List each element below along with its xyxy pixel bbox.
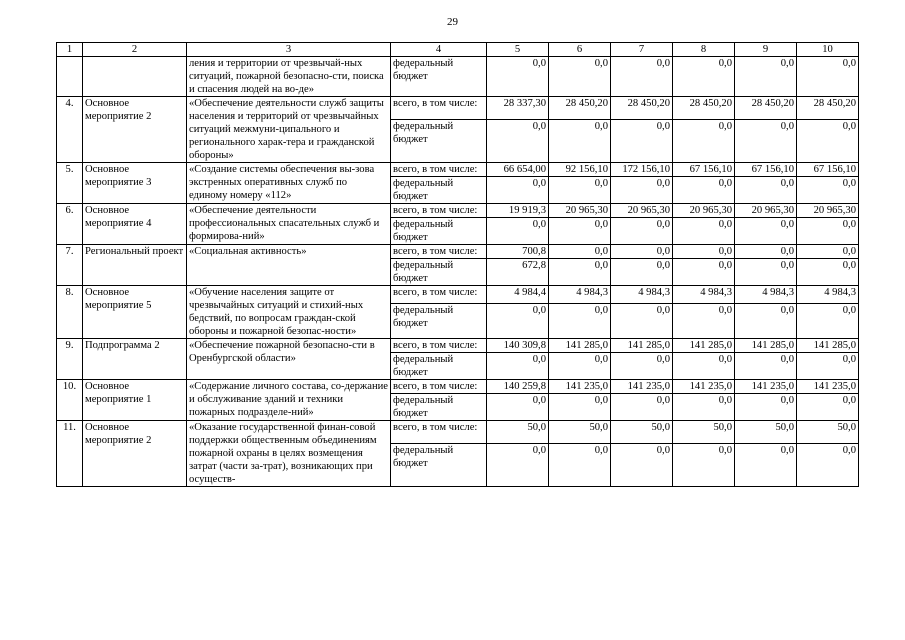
amount-cell: 66 654,00 (487, 163, 549, 177)
column-header: 4 (391, 43, 487, 57)
column-header: 7 (611, 43, 673, 57)
amount-cell: 4 984,3 (797, 286, 859, 304)
amount-cell: 0,0 (797, 119, 859, 162)
funding-source: федеральный бюджет (391, 218, 487, 245)
amount-cell: 50,0 (735, 421, 797, 444)
amount-cell: 20 965,30 (673, 204, 735, 218)
amount-cell: 0,0 (487, 394, 549, 421)
amount-cell: 0,0 (673, 394, 735, 421)
funding-source: всего, в том числе: (391, 421, 487, 444)
amount-cell: 0,0 (797, 353, 859, 380)
funding-source: всего, в том числе: (391, 97, 487, 120)
amount-cell: 0,0 (611, 304, 673, 339)
amount-cell: 0,0 (797, 259, 859, 286)
amount-cell: 0,0 (549, 443, 611, 486)
activity-type: Основное мероприятие 1 (83, 380, 187, 421)
amount-cell: 0,0 (673, 443, 735, 486)
amount-cell: 141 235,0 (549, 380, 611, 394)
funding-source: федеральный бюджет (391, 119, 487, 162)
amount-cell: 28 450,20 (673, 97, 735, 120)
funding-source: всего, в том числе: (391, 339, 487, 353)
amount-cell: 0,0 (611, 394, 673, 421)
amount-cell: 0,0 (797, 177, 859, 204)
activity-type: Основное мероприятие 3 (83, 163, 187, 204)
budget-table (56, 42, 859, 487)
activity-description: «Содержание личного состава, со-держание и обслуживание зданий и техники пожарных подразделе-ний» (187, 380, 391, 421)
amount-cell: 50,0 (611, 421, 673, 444)
amount-cell: 141 235,0 (673, 380, 735, 394)
amount-cell: 0,0 (735, 177, 797, 204)
amount-cell: 141 235,0 (611, 380, 673, 394)
amount-cell: 0,0 (673, 304, 735, 339)
amount-cell: 141 285,0 (549, 339, 611, 353)
amount-cell: 0,0 (487, 177, 549, 204)
funding-source: всего, в том числе: (391, 163, 487, 177)
amount-cell: 50,0 (549, 421, 611, 444)
amount-cell: 67 156,10 (673, 163, 735, 177)
table-row (57, 421, 859, 444)
amount-cell: 67 156,10 (797, 163, 859, 177)
amount-cell: 0,0 (797, 57, 859, 97)
amount-cell: 4 984,4 (487, 286, 549, 304)
activity-type: Основное мероприятие 2 (83, 97, 187, 163)
funding-source: всего, в том числе: (391, 380, 487, 394)
funding-source: федеральный бюджет (391, 57, 487, 97)
amount-cell: 0,0 (487, 57, 549, 97)
column-header: 5 (487, 43, 549, 57)
activity-description: «Обеспечение пожарной безопасно-сти в Оренбургской области» (187, 339, 391, 380)
table-row (57, 339, 859, 353)
funding-source: федеральный бюджет (391, 443, 487, 486)
amount-cell: 0,0 (611, 218, 673, 245)
table-body (57, 57, 859, 487)
amount-cell: 0,0 (611, 443, 673, 486)
amount-cell: 141 235,0 (797, 380, 859, 394)
amount-cell: 20 965,30 (611, 204, 673, 218)
activity-description: «Оказание государственной финан-совой поддержки общественным объединениям пожарной охраны в целях возмещения затрат (части за-трат), возникающих при осуществ- (187, 421, 391, 487)
amount-cell: 0,0 (611, 177, 673, 204)
amount-cell: 0,0 (797, 394, 859, 421)
activity-type: Основное мероприятие 2 (83, 421, 187, 487)
amount-cell: 20 965,30 (549, 204, 611, 218)
row-number: 5. (57, 163, 83, 204)
row-number: 11. (57, 421, 83, 487)
amount-cell: 0,0 (611, 245, 673, 259)
amount-cell: 28 450,20 (611, 97, 673, 120)
row-number: 10. (57, 380, 83, 421)
column-header: 3 (187, 43, 391, 57)
amount-cell: 0,0 (611, 119, 673, 162)
amount-cell: 4 984,3 (673, 286, 735, 304)
column-header: 8 (673, 43, 735, 57)
amount-cell: 0,0 (611, 259, 673, 286)
funding-source: федеральный бюджет (391, 394, 487, 421)
amount-cell: 0,0 (797, 218, 859, 245)
amount-cell: 0,0 (487, 218, 549, 245)
amount-cell: 141 285,0 (797, 339, 859, 353)
amount-cell: 0,0 (611, 353, 673, 380)
table-row (57, 380, 859, 394)
amount-cell: 0,0 (549, 304, 611, 339)
amount-cell: 28 337,30 (487, 97, 549, 120)
amount-cell: 0,0 (797, 443, 859, 486)
amount-cell: 4 984,3 (549, 286, 611, 304)
activity-type: Основное мероприятие 5 (83, 286, 187, 339)
amount-cell: 140 309,8 (487, 339, 549, 353)
table-row (57, 163, 859, 177)
row-number: 7. (57, 245, 83, 286)
amount-cell: 0,0 (487, 304, 549, 339)
amount-cell: 0,0 (735, 394, 797, 421)
amount-cell: 0,0 (673, 119, 735, 162)
amount-cell: 4 984,3 (735, 286, 797, 304)
table-row (57, 204, 859, 218)
activity-description: «Социальная активность» (187, 245, 391, 286)
amount-cell: 0,0 (797, 245, 859, 259)
funding-source: федеральный бюджет (391, 304, 487, 339)
amount-cell: 0,0 (673, 245, 735, 259)
header-row (57, 43, 859, 57)
amount-cell: 0,0 (487, 119, 549, 162)
amount-cell: 20 965,30 (797, 204, 859, 218)
amount-cell: 4 984,3 (611, 286, 673, 304)
amount-cell: 0,0 (549, 245, 611, 259)
amount-cell: 0,0 (735, 259, 797, 286)
activity-description: «Обучение населения защите от чрезвычайных ситуаций и стихий-ных бедствий, по вопросам граждан-ской обороны и пожарной безопас-ности» (187, 286, 391, 339)
amount-cell: 50,0 (487, 421, 549, 444)
amount-cell: 0,0 (487, 353, 549, 380)
amount-cell: 0,0 (549, 259, 611, 286)
row-number: 9. (57, 339, 83, 380)
amount-cell: 0,0 (673, 57, 735, 97)
amount-cell: 140 259,8 (487, 380, 549, 394)
amount-cell: 0,0 (673, 259, 735, 286)
amount-cell: 92 156,10 (549, 163, 611, 177)
table-row (57, 245, 859, 259)
amount-cell: 0,0 (735, 57, 797, 97)
amount-cell: 0,0 (611, 57, 673, 97)
row-number: 6. (57, 204, 83, 245)
amount-cell: 0,0 (735, 304, 797, 339)
amount-cell: 0,0 (797, 304, 859, 339)
activity-type (83, 57, 187, 97)
amount-cell: 20 965,30 (735, 204, 797, 218)
amount-cell: 0,0 (735, 245, 797, 259)
table-row (57, 286, 859, 304)
amount-cell: 141 285,0 (673, 339, 735, 353)
funding-source: федеральный бюджет (391, 259, 487, 286)
row-number (57, 57, 83, 97)
amount-cell: 0,0 (549, 394, 611, 421)
activity-description: «Обеспечение деятельности служб защиты населения и территорий от чрезвычайных ситуаций межмуни-ципального и регионального харак-тера и гражданской обороны» (187, 97, 391, 163)
amount-cell: 28 450,20 (735, 97, 797, 120)
funding-source: федеральный бюджет (391, 177, 487, 204)
amount-cell: 0,0 (673, 177, 735, 204)
amount-cell: 0,0 (549, 57, 611, 97)
amount-cell: 0,0 (549, 177, 611, 204)
table-row (57, 57, 859, 97)
amount-cell: 0,0 (487, 443, 549, 486)
amount-cell: 19 919,3 (487, 204, 549, 218)
amount-cell: 0,0 (735, 119, 797, 162)
activity-type: Региональный проект (83, 245, 187, 286)
activity-description: ления и территории от чрезвычай-ных ситуаций, пожарной безопасно-сти, поиска и спасения людей на во-де» (187, 57, 391, 97)
amount-cell: 0,0 (673, 218, 735, 245)
activity-description: «Обеспечение деятельности профессиональных спасательных служб и формирова-ний» (187, 204, 391, 245)
row-number: 8. (57, 286, 83, 339)
amount-cell: 0,0 (735, 218, 797, 245)
amount-cell: 67 156,10 (735, 163, 797, 177)
amount-cell: 141 285,0 (735, 339, 797, 353)
amount-cell: 50,0 (673, 421, 735, 444)
amount-cell: 0,0 (735, 353, 797, 380)
amount-cell: 28 450,20 (797, 97, 859, 120)
amount-cell: 700,8 (487, 245, 549, 259)
funding-source: всего, в том числе: (391, 286, 487, 304)
amount-cell: 28 450,20 (549, 97, 611, 120)
amount-cell: 0,0 (673, 353, 735, 380)
column-header: 10 (797, 43, 859, 57)
column-header: 9 (735, 43, 797, 57)
page-number: 29 (447, 16, 458, 28)
activity-description: «Создание системы обеспечения вы-зова экстренных оперативных служб по единому номеру «112» (187, 163, 391, 204)
amount-cell: 0,0 (549, 353, 611, 380)
funding-source: всего, в том числе: (391, 245, 487, 259)
amount-cell: 0,0 (735, 443, 797, 486)
column-header: 6 (549, 43, 611, 57)
table-row (57, 97, 859, 120)
activity-type: Подпрограмма 2 (83, 339, 187, 380)
amount-cell: 172 156,10 (611, 163, 673, 177)
funding-source: всего, в том числе: (391, 204, 487, 218)
amount-cell: 141 235,0 (735, 380, 797, 394)
amount-cell: 672,8 (487, 259, 549, 286)
row-number: 4. (57, 97, 83, 163)
activity-type: Основное мероприятие 4 (83, 204, 187, 245)
amount-cell: 0,0 (549, 218, 611, 245)
column-header: 2 (83, 43, 187, 57)
amount-cell: 141 285,0 (611, 339, 673, 353)
column-header: 1 (57, 43, 83, 57)
funding-source: федеральный бюджет (391, 353, 487, 380)
amount-cell: 0,0 (549, 119, 611, 162)
amount-cell: 50,0 (797, 421, 859, 444)
